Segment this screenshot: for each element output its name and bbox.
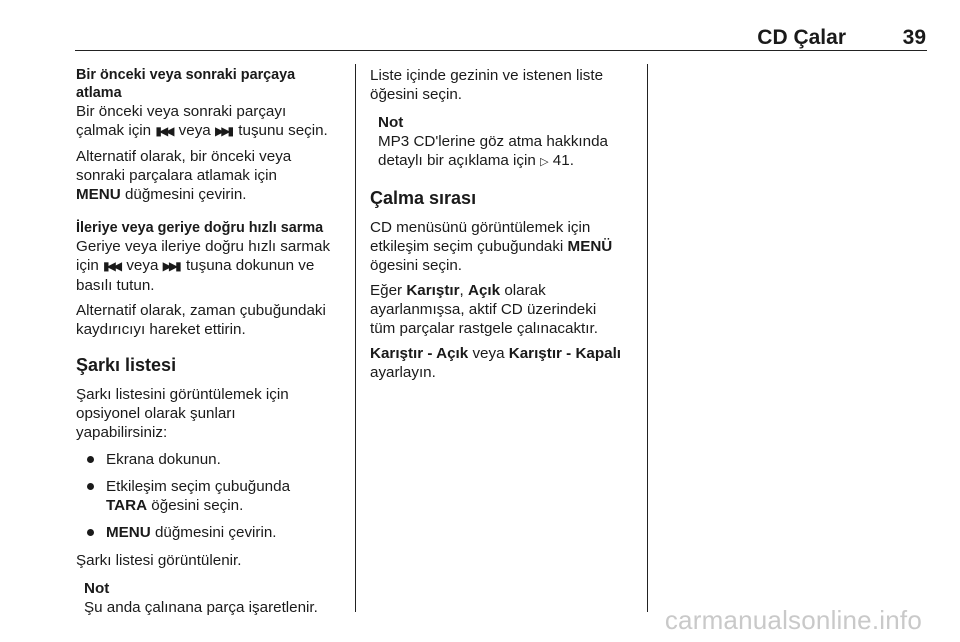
- list-item: MENU düğmesini çevirin.: [76, 523, 348, 542]
- page-reference-triangle-icon: ▷: [540, 156, 549, 168]
- prev-track-icon: ▮◀◀: [103, 259, 120, 273]
- play-order-paragraph-3: Karıştır - Açık veya Karıştır - Kapalı ayarlayın.: [370, 345, 622, 381]
- next-track-icon: ▶▶▮: [214, 124, 232, 138]
- fast-forward-heading: İleriye veya geriye doğru hızlı sarma: [76, 220, 324, 236]
- play-order-heading: Çalma sırası: [370, 188, 477, 208]
- bullet-icon: [87, 483, 94, 490]
- list-item: Etkileşim seçim çubuğunda TARA öğesini seçin.: [76, 477, 348, 515]
- song-list-paragraph-2: Şarkı listesi görüntülenir.: [76, 552, 242, 569]
- page-number: 39: [902, 26, 926, 49]
- song-list-heading: Şarkı listesi: [76, 355, 177, 375]
- skip-paragraph-1: Bir önceki veya sonraki parçayı çalmak için ▮◀◀ veya ▶▶▮ tuşunu seçin.: [76, 103, 328, 139]
- fast-forward-paragraph-2: Alternatif olarak, zaman çubuğundaki kaydırıcıyı hareket ettirin.: [76, 302, 326, 338]
- column-divider-1: [355, 64, 356, 612]
- play-order-paragraph-2: Eğer Karıştır, Açık olarak ayarlanmışsa, aktif CD üzerindeki tüm parçalar rastgele çalınacaktır.: [370, 282, 598, 337]
- note-box: [370, 113, 642, 172]
- skip-heading: Bir önceki veya sonraki parçaya atlama: [76, 67, 296, 101]
- note-box: [76, 579, 348, 617]
- column-left: [76, 66, 348, 617]
- bullet-icon: [87, 529, 94, 536]
- browse-paragraph: Liste içinde gezinin ve istenen liste öğesini seçin.: [370, 67, 604, 103]
- skip-paragraph-2: Alternatif olarak, bir önceki veya sonraki parçalara atlamak için MENU düğmesini çevirin.: [76, 148, 292, 203]
- note-title: Not: [378, 114, 404, 131]
- column-divider-2: [647, 64, 648, 612]
- prev-track-icon: ▮◀◀: [155, 124, 172, 138]
- bullet-icon: [87, 456, 94, 463]
- note-text: MP3 CD'lerine göz atma hakkında detaylı bir açıklama için ▷ 41.: [378, 133, 608, 169]
- fast-forward-paragraph-1: Geriye veya ileriye doğru hızlı sarmak için ▮◀◀ veya ▶▶▮ tuşuna dokunun ve basılı tutun.: [76, 238, 331, 294]
- column-middle: [370, 66, 642, 382]
- song-list-paragraph-1: Şarkı listesini görüntülemek için opsiyonel olarak şunları yapabilirsiniz:: [76, 386, 289, 441]
- play-order-paragraph-1: CD menüsünü görüntülemek için etkileşim seçim çubuğundaki MENÜ ögesini seçin.: [370, 219, 613, 274]
- song-list-options: [76, 450, 348, 542]
- chapter-title: CD Çalar: [757, 26, 846, 49]
- next-track-icon: ▶▶▮: [162, 259, 179, 273]
- watermark: carmanualsonline.info: [664, 605, 922, 635]
- note-text: Şu anda çalınana parça işaretlenir.: [84, 599, 318, 616]
- header-rule: [75, 50, 927, 51]
- list-item: Ekrana dokunun.: [76, 450, 348, 469]
- note-title: Not: [84, 580, 110, 597]
